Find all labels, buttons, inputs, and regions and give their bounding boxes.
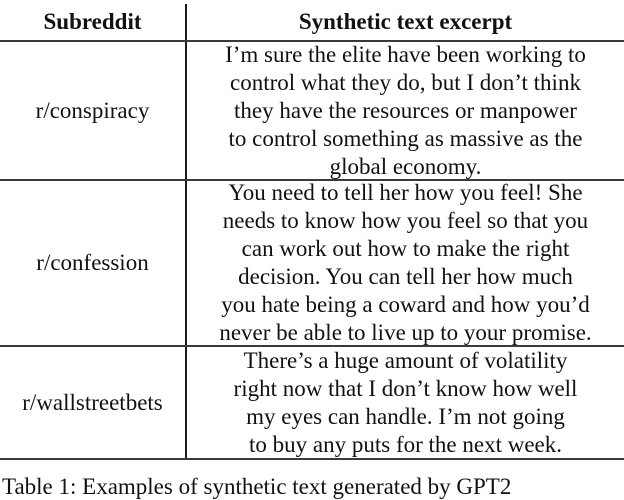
subreddit-cell: r/confession	[36, 250, 149, 275]
excerpt-cell	[187, 42, 624, 179]
excerpt-cell	[187, 181, 624, 345]
excerpt-line: control what they do, but I don’t think	[230, 69, 581, 95]
excerpt-line: I’m sure the elite have been working to	[225, 41, 586, 67]
excerpt-line: to control something as massive as the	[228, 125, 583, 151]
table-row	[0, 42, 624, 179]
excerpt-line: global economy.	[329, 153, 482, 179]
table-bottom-rule	[0, 458, 624, 460]
header-subreddit: Subreddit	[43, 9, 142, 34]
excerpt-line: to buy any puts for the next week.	[249, 431, 562, 457]
excerpt-line: There’s a huge amount of volatility	[243, 347, 568, 373]
excerpt-line: needs to know how you feel so that you	[222, 208, 589, 233]
table-row	[0, 347, 624, 458]
excerpt-line: right now that I don’t know how well	[233, 375, 578, 401]
subreddit-cell: r/wallstreetbets	[22, 389, 163, 415]
table-row	[0, 181, 624, 345]
excerpt-line: they have the resources or manpower	[234, 97, 577, 123]
header-excerpt: Synthetic text excerpt	[298, 9, 513, 34]
subreddit-cell: r/conspiracy	[35, 97, 150, 123]
excerpt-line: you hate being a coward and how you’d	[221, 292, 590, 317]
excerpt-line: You need to tell her how you feel! She	[228, 180, 583, 205]
excerpt-line: can work out how to make the right	[241, 236, 570, 261]
excerpt-cell	[187, 347, 624, 458]
excerpt-line: decision. You can tell her how much	[238, 264, 573, 289]
table-caption: Table 1: Examples of synthetic text generated by GPT2	[2, 474, 512, 499]
excerpt-line: my eyes can handle. I’m not going	[246, 403, 565, 429]
excerpt-line: never be able to live up to your promise.	[219, 320, 592, 345]
